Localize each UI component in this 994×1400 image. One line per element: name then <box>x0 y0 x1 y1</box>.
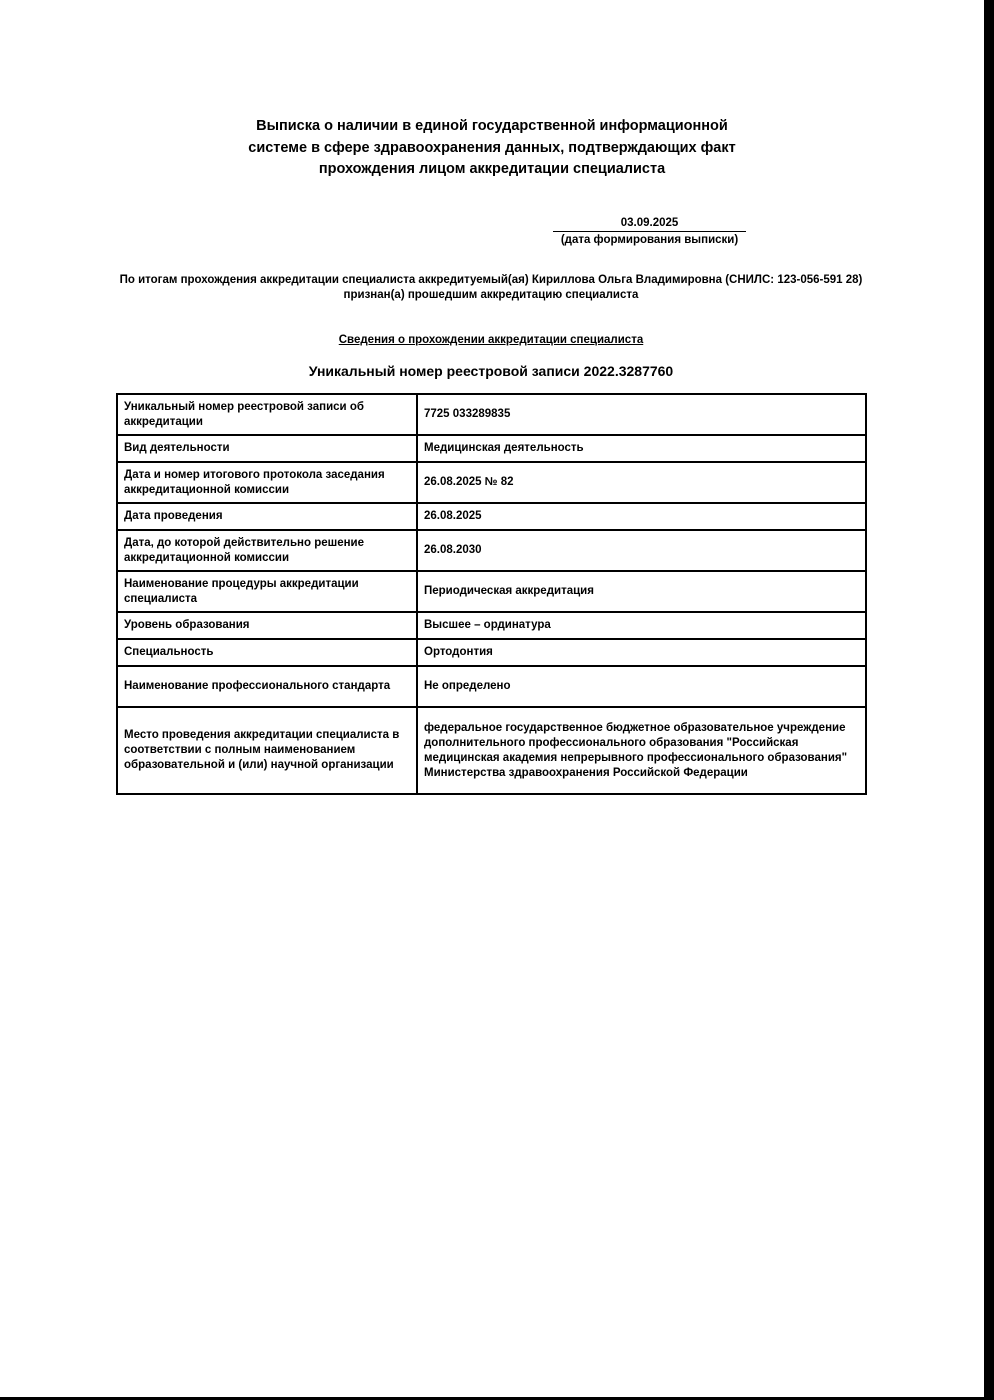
table-row <box>117 639 866 666</box>
row-value: 26.08.2025 <box>417 503 866 530</box>
document-title <box>180 116 804 181</box>
page-edge-right <box>984 0 994 1400</box>
row-label: Дата, до которой действительно решение аккредитационной комиссии <box>117 530 417 571</box>
row-value: 26.08.2030 <box>417 530 866 571</box>
accreditation-info-table <box>116 393 867 795</box>
row-label: Специальность <box>117 639 417 666</box>
row-value: Ортодонтия <box>417 639 866 666</box>
row-label: Уникальный номер реестровой записи об аккредитации <box>117 394 417 435</box>
document-title-line: прохождения лицом аккредитации специалиста <box>318 161 666 177</box>
row-value: 26.08.2025 № 82 <box>417 462 866 503</box>
table-row <box>117 612 866 639</box>
table-row <box>117 666 866 707</box>
row-value: Высшее – ординатура <box>417 612 866 639</box>
issue-date-caption: (дата формирования выписки) <box>560 234 739 246</box>
row-value: Не определено <box>417 666 866 707</box>
table-row <box>117 571 866 612</box>
table-row <box>117 530 866 571</box>
row-value: 7725 033289835 <box>417 394 866 435</box>
table-row <box>117 707 866 794</box>
registry-number-heading: Уникальный номер реестровой записи 2022.3287760 <box>308 363 674 379</box>
row-value: федеральное государственное бюджетное образовательное учреждение дополнительного профессионального образования "Российская медицинская академия непрерывного профессионального образования" Министерства здравоохранения Российской Федерации <box>417 707 866 794</box>
row-label: Наименование процедуры аккредитации специалиста <box>117 571 417 612</box>
section-heading: Сведения о прохождении аккредитации специалиста <box>338 334 644 346</box>
row-label: Вид деятельности <box>117 435 417 462</box>
table-row <box>117 503 866 530</box>
intro-paragraph: По итогам прохождения аккредитации специалиста аккредитуемый(ая) Кириллова Ольга Владимировна (СНИЛС: 123-056-591 28) признан(а) прошедшим аккредитацию специалиста <box>119 274 863 301</box>
row-label: Наименование профессионального стандарта <box>117 666 417 707</box>
table-row <box>117 462 866 503</box>
row-label: Уровень образования <box>117 612 417 639</box>
document-title-line: системе в сфере здравоохранения данных, подтверждающих факт <box>248 139 736 156</box>
issue-date-block <box>553 216 746 249</box>
row-label: Место проведения аккредитации специалиста в соответствии с полным наименованием образовательной и (или) научной организации <box>117 707 417 794</box>
issue-date-value: 03.09.2025 <box>553 216 746 232</box>
table-row <box>117 394 866 435</box>
row-label: Дата проведения <box>117 503 417 530</box>
row-value: Периодическая аккредитация <box>417 571 866 612</box>
document-title-line: Выписка о наличии в единой государственной информационной <box>256 118 728 134</box>
row-label: Дата и номер итогового протокола заседания аккредитационной комиссии <box>117 462 417 503</box>
row-value: Медицинская деятельность <box>417 435 866 462</box>
table-row <box>117 435 866 462</box>
